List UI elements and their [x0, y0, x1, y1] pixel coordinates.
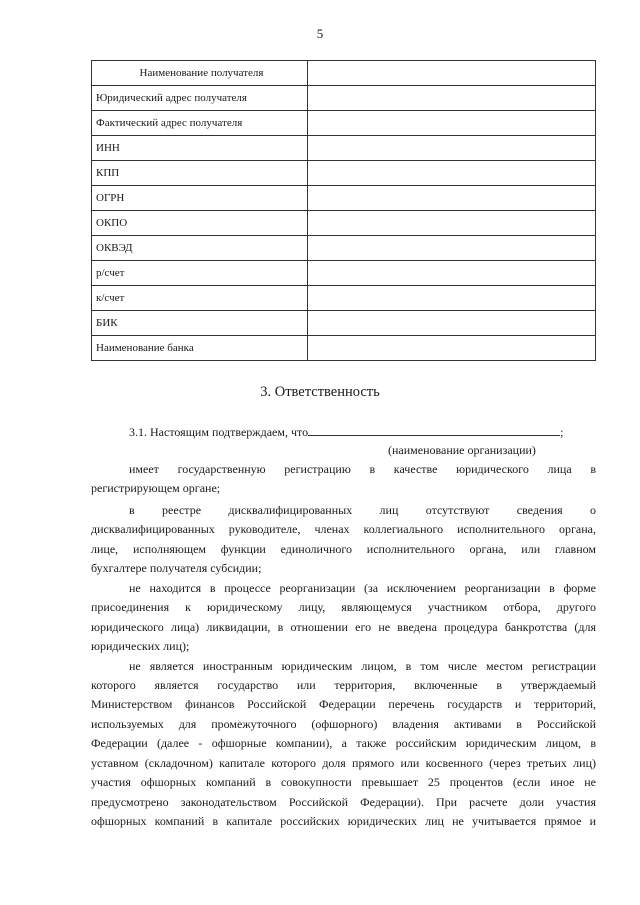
table-row	[92, 286, 596, 311]
table-cell-value[interactable]	[308, 61, 596, 86]
table-cell-label: КПП	[92, 161, 308, 186]
table-row	[92, 161, 596, 186]
paragraph-line: Федерации (далее - офшорные компании), а также российским юридическим лицом, в	[91, 736, 596, 750]
table-cell-label: Наименование банка	[92, 336, 308, 361]
paragraph-line: не находится в процессе реорганизации (за исключением реорганизации в форме	[129, 581, 596, 595]
table-cell-value[interactable]	[308, 161, 596, 186]
table-cell-label: ОКВЭД	[92, 236, 308, 261]
table-row	[92, 136, 596, 161]
table-cell-label: ИНН	[92, 136, 308, 161]
section-title: 3. Ответственность	[260, 384, 380, 400]
table-row	[92, 211, 596, 236]
paragraph-line: юридического лица) ликвидации, в отношении его не введена процедура банкротства (для	[91, 620, 596, 634]
paragraph-line: участия офшорных компаний в совокупности превышает 25 процентов (если иное не	[91, 775, 596, 789]
confirm-line	[129, 424, 563, 439]
table-row	[92, 236, 596, 261]
paragraph-line: имеет государственную регистрацию в качестве юридического лица в	[129, 462, 596, 476]
table-cell-label: ОКПО	[92, 211, 308, 236]
table-cell-value[interactable]	[308, 136, 596, 161]
organization-caption: (наименование организации)	[388, 443, 536, 457]
paragraph-line: присоединения к юридическому лицу, являющемуся участником отбора, другого	[91, 600, 596, 614]
table-row	[92, 111, 596, 136]
table-cell-value[interactable]	[308, 261, 596, 286]
paragraph-line: бухгалтере получателя субсидии;	[91, 561, 262, 575]
organization-name-blank[interactable]	[308, 424, 560, 436]
table-cell-value[interactable]	[308, 336, 596, 361]
paragraph-line: регистрирующем органе;	[91, 481, 221, 495]
paragraph-line: используемых для промежуточного (офшорного) владения активами в Российской	[91, 717, 596, 731]
paragraph-line: которого является государство или территория, включенные в утверждаемый	[91, 678, 596, 692]
table-cell-value[interactable]	[308, 311, 596, 336]
table-row	[92, 61, 596, 86]
table-cell-label: БИК	[92, 311, 308, 336]
paragraph-line: не является иностранным юридическим лицом, в том числе местом регистрации	[129, 659, 596, 673]
paragraph-line: лице, исполняющем функции единоличного исполнительного органа, или главном	[91, 542, 596, 556]
paragraph-line: уставном (складочном) капитале которого доля прямого или косвенного (через третьих лиц)	[91, 756, 596, 770]
table-cell-label: ОГРН	[92, 186, 308, 211]
confirm-prefix: 3.1. Настоящим подтверждаем, что	[129, 425, 309, 439]
table-cell-label: Юридический адрес получателя	[92, 86, 308, 111]
table-row	[92, 261, 596, 286]
table-cell-value[interactable]	[308, 286, 596, 311]
table-cell-label: к/счет	[92, 286, 308, 311]
table-cell-value[interactable]	[308, 86, 596, 111]
paragraph-line: в реестре дисквалифицированных лиц отсутствуют сведения о	[129, 503, 596, 517]
table-cell-label: р/счет	[92, 261, 308, 286]
recipient-details-table	[91, 60, 596, 361]
paragraph-line: предусмотрено законодательством Российской Федерации). При расчете доли участия	[91, 795, 596, 809]
page-number: 5	[316, 26, 324, 41]
table-row	[92, 86, 596, 111]
table-cell-value[interactable]	[308, 236, 596, 261]
paragraph-line: дисквалифицированных руководителе, членах коллегиального исполнительного органа,	[91, 522, 596, 536]
table-cell-label: Наименование получателя	[92, 61, 308, 86]
table-cell-value[interactable]	[308, 186, 596, 211]
paragraph-line: юридических лиц);	[91, 639, 190, 653]
paragraph-line: Министерством финансов Российской Федерации перечень государств и территорий,	[91, 697, 596, 711]
table-row	[92, 186, 596, 211]
table-row	[92, 311, 596, 336]
paragraph-line: офшорных компаний в капитале российских юридических лиц не учитывается прямое и	[91, 814, 596, 828]
table-cell-value[interactable]	[308, 111, 596, 136]
confirm-suffix: ;	[560, 425, 564, 439]
table-cell-label: Фактический адрес получателя	[92, 111, 308, 136]
table-cell-value[interactable]	[308, 211, 596, 236]
table-row	[92, 336, 596, 361]
